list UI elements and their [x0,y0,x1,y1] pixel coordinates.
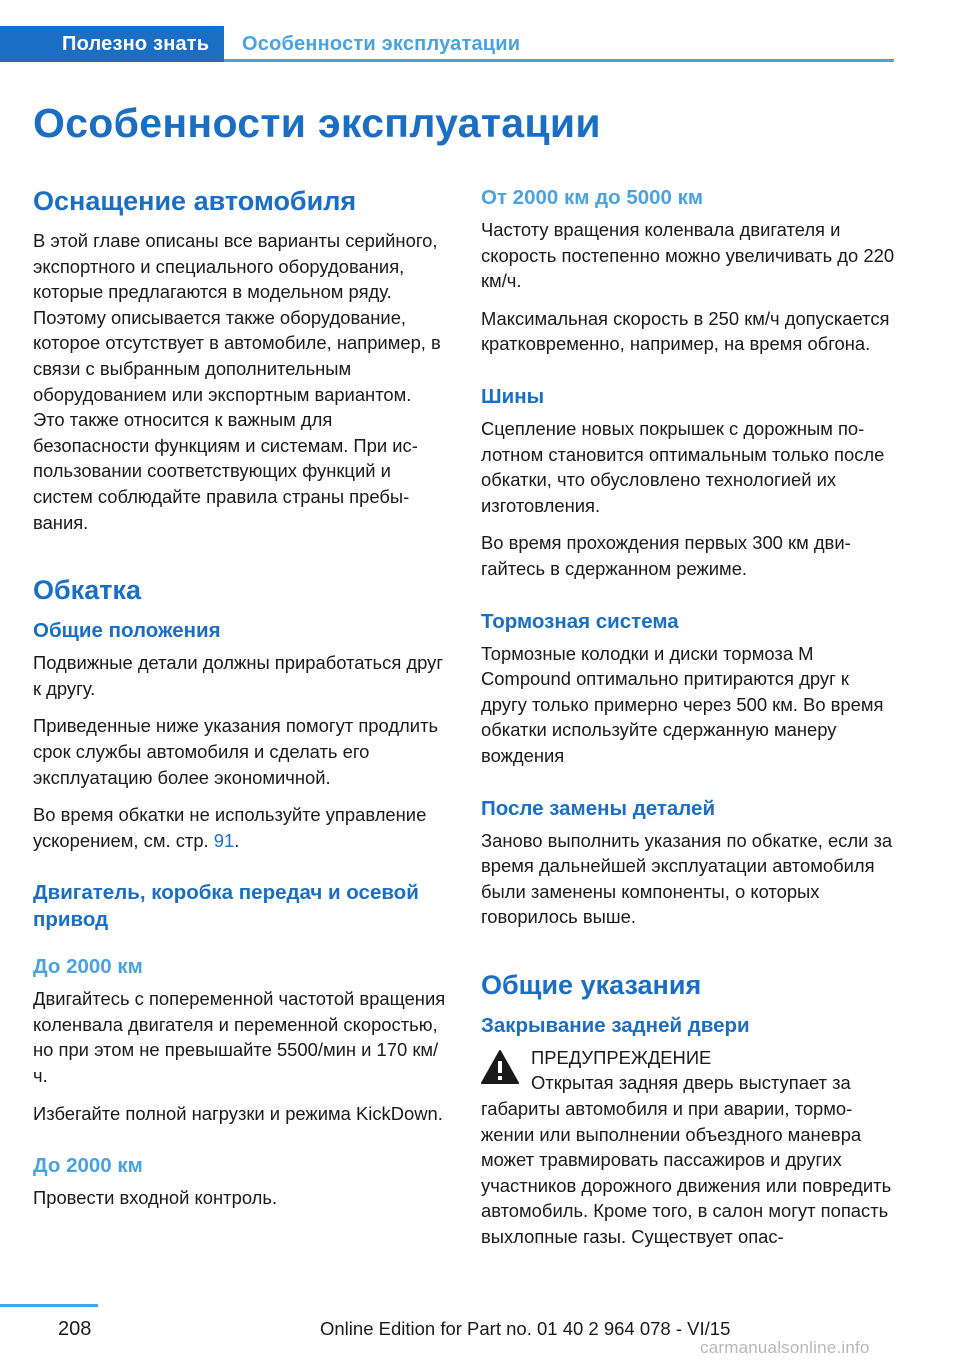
warning-first-line: Открытая задняя дверь выступает за [531,1072,851,1094]
break-in-text-1: Подвижные детали должны приработаться друг к другу. [33,652,444,699]
warning-text: габариты автомобиля и при аварии, торможении или выполнении объездного маневра может травмировать пассажиров и других участников дорожного движения или повредить автомобиль. Кроме того, в салон могут попасть выхлопные газы. Существует опас- [481,1098,892,1248]
subsection-title-engine: Двигатель, коробка передач и осевой привод [33,881,419,932]
subsection-title-rear-door: Закрывание задней двери [481,1013,750,1037]
speed-text-2: Максимальная скорость в 250 км/ч допускается кратковременно, например, на время обгона. [481,307,890,355]
heading-up-to-2000km: До 2000 км [33,955,143,979]
break-in-text-3 [33,802,448,853]
warning-triangle-icon [481,1049,519,1085]
heading-up-to-2000km-2: До 2000 км [33,1154,143,1178]
section-title-break-in: Обкатка [33,575,141,606]
left-column [33,184,448,1223]
tires-text-2: Во время прохождения первых 300 км двигайтесь в сдержанном режиме. [481,532,851,579]
warning-block [481,1045,896,1250]
watermark: carmanualsonline.info [700,1338,870,1357]
footer-divider [0,1304,98,1307]
subsection-title-parts-replacement: После замены деталей [481,796,716,820]
brakes-text: Тормозные колодки и диски тормоза M Compound оптимально притираются друг к другу только примерно через 500 км. Во время обкатки используйте сдержанную манеру вождения [481,642,884,766]
subsection-title-general: Общие положения [33,619,221,643]
section-title-general-notes: Общие указания [481,969,702,1000]
break-in-text-3-end: . [234,829,240,851]
heading-2000-5000km: От 2000 км до 5000 км [481,186,704,209]
section-title-equipment: Оснащение автомобиля [33,186,357,216]
tires-text-1: Сцепление новых покрышек с дорожным полотном становится оптимальным только после обкатки, что обусловлено технологией их изготовления. [481,417,885,516]
right-column [481,184,896,1250]
equipment-text: В этой главе описаны все варианты серийного, экспортного и специального оборудования, которые предлагаются в модельном ряду. Поэтому описывается также оборудование, которое отсутствует в автомобиле, например, в связи с выбранным дополнительным оборудованием или экспортным вариантом. Это также относится к важным для безопасности функциям и системам. При использовании соответствующих функций и систем соблюдайте правила страны пребывания. [33,230,441,533]
page-number: 208 [58,1318,92,1340]
header-divider [224,59,894,62]
page-title: Особенности эксплуатации [33,100,601,146]
break-in-text-2: Приведенные ниже указания помогут продлить срок службы автомобиля и сделать его эксплуатацию более экономичной. [33,715,439,788]
tab-operation-features[interactable]: Особенности эксплуатации [242,33,521,55]
speed-text-1: Частоту вращения коленвала двигателя и скорость постепенно можно увеличивать до 220 км/ч. [481,219,895,292]
warning-heading: ПРЕДУПРЕЖДЕНИЕ [531,1046,712,1068]
edition-info: Online Edition for Part no. 01 40 2 964 078 - VI/15 [320,1318,731,1339]
subsection-title-tires: Шины [481,384,545,408]
page-link-91[interactable]: 91 [213,829,235,851]
engine-text-3: Провести входной контроль. [33,1187,278,1209]
engine-text-1: Двигайтесь с попеременной частотой вращения коленвала двигателя и переменной скоростью, но при этом не превышайте 5500/мин и 170 км/ч. [33,988,446,1087]
subsection-title-brakes: Тормозная система [481,609,679,633]
header-bar [0,0,960,62]
parts-text: Заново выполнить указания по обкатке, если за время дальнейшей эксплуатации автомобиля были заменены компоненты, о которых говорилось выше. [481,829,893,928]
engine-text-2: Избегайте полной нагрузки и режима KickDown. [33,1102,443,1124]
tab-useful-info[interactable]: Полезно знать [0,26,224,62]
break-in-text-3-body: Во время обкатки не используйте управление ускорением, см. стр. [33,804,427,851]
